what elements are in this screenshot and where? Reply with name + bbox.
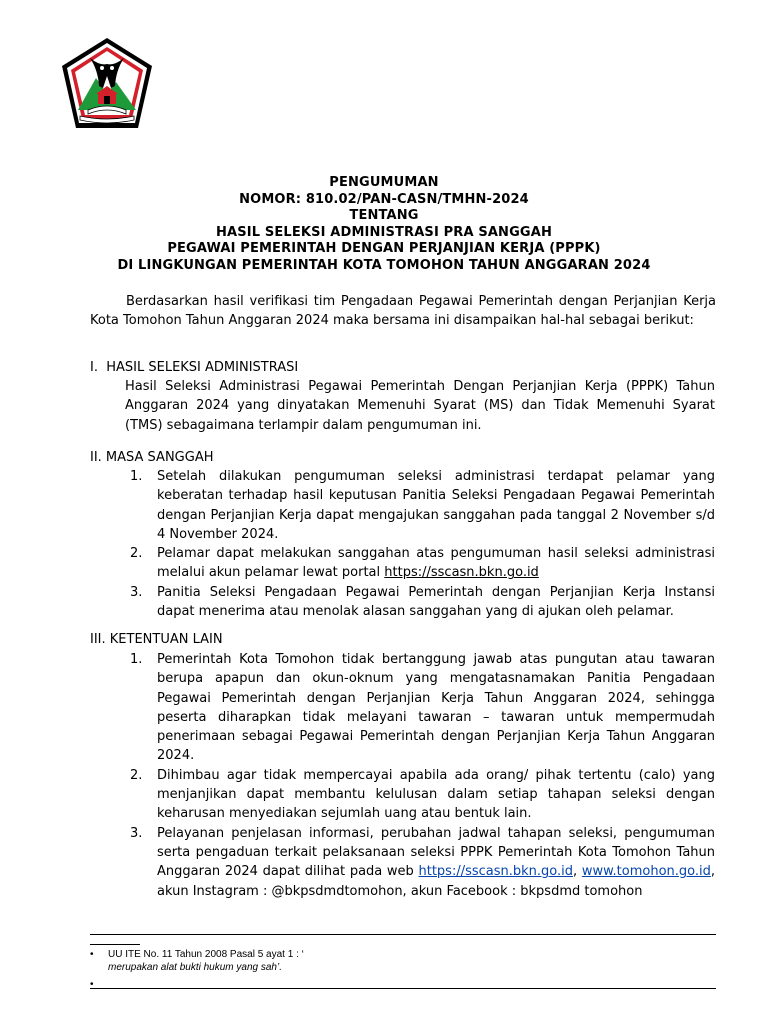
section-1-text: Hasil Seleksi Administrasi Pegawai Pemerintah Dengan Perjanjian Kerja (PPPK) Tahun Anggaran 2024 yang dinyatakan Memenuhi Syarat (MS) dan Tidak Memenuhi Syarat (TMS) sebagaimana terlampir dalam pengumuman ini.	[125, 379, 715, 433]
footer-divider	[90, 934, 716, 935]
section-1-heading: I. HASIL SELEKSI ADMINISTRASI	[90, 360, 299, 375]
footnote-text: UU ITE No. 11 Tahun 2008 Pasal 5 ayat 1 : ‘	[108, 949, 304, 960]
list-item	[130, 467, 715, 544]
section-3-list	[130, 650, 715, 901]
list-number: 3.	[130, 825, 143, 841]
title-line: NOMOR: 810.02/PAN-CASN/TMHN-2024	[239, 191, 529, 207]
footnote-bullet: •	[90, 949, 94, 960]
section-2-heading: II. MASA SANGGAH	[90, 450, 214, 465]
section-2-list	[130, 467, 715, 621]
footer-bottom-divider	[90, 988, 716, 989]
list-item-text-tail: , akun Instagram : @bkpsdmdtomohon, akun Facebook : bkpsdmd tomohon	[157, 864, 716, 899]
list-item	[130, 544, 715, 583]
title-line: TENTANG	[349, 208, 419, 223]
list-number: 1.	[130, 652, 143, 667]
section-3-heading: III. KETENTUAN LAIN	[90, 632, 223, 647]
list-item-text: Dihimbau agar tidak mempercayai apabila ada orang/ pihak tertentu (calo) yang menjanjikan dapat membantu kelulusan dalam setiap tahapan seleksi dengan keharusan menyediakan sejumlah uang atau bentuk lain.	[157, 767, 715, 822]
sscasn-portal-link[interactable]: https://sscasn.bkn.go.id	[384, 565, 539, 581]
list-number: 2.	[130, 767, 143, 783]
list-number: 3.	[130, 584, 143, 600]
list-item	[130, 583, 715, 622]
footnote-separator	[90, 944, 140, 945]
title-line: PENGUMUMAN	[329, 175, 439, 190]
list-item-text: Panitia Seleksi Pengadaan Pegawai Pemerintah dengan Perjanjian Kerja Instansi dapat menerima atau menolak alasan sanggahan yang di ajukan oleh pelamar.	[157, 584, 715, 620]
tomohon-web-link[interactable]: www.tomohon.go.id	[581, 864, 711, 880]
list-number: 1.	[130, 469, 143, 484]
list-item-text: Setelah dilakukan pengumuman seleksi administrasi terdapat pelamar yang keberatan terhadap hasil keputusan Panitia Seleksi Pengadaan Pegawai Pemerintah dengan Perjanjian Kerja dapat mengajukan sanggahan pada tanggal 2 November s/d 4 November 2024.	[157, 469, 715, 542]
list-item-text: Pelamar dapat melakukan sanggahan atas pengumuman hasil seleksi administrasi melalui akun pelamar lewat portal	[157, 546, 715, 581]
footnotes	[90, 948, 716, 991]
list-item	[130, 824, 715, 901]
sscasn-web-link[interactable]: https://sscasn.bkn.go.id	[418, 864, 574, 880]
announcement-title	[0, 175, 768, 274]
list-item	[130, 650, 715, 766]
title-line: HASIL SELEKSI ADMINISTRASI PRA SANGGAH	[216, 224, 552, 240]
list-number: 2.	[130, 546, 143, 562]
title-line: DI LINGKUNGAN PEMERINTAH KOTA TOMOHON TAHUN ANGGARAN 2024	[117, 257, 651, 273]
title-line: PEGAWAI PEMERINTAH DENGAN PERJANJIAN KERJA (PPPK)	[167, 241, 601, 256]
link-separator: ,	[573, 864, 582, 880]
footnote-bullet: •	[90, 979, 94, 990]
intro-paragraph: Berdasarkan hasil verifikasi tim Pengadaan Pegawai Pemerintah dengan Perjanjian Kerja Kota Tomohon Tahun Anggaran 2024 maka bersama ini disampaikan hal-hal sebagai berikut:	[90, 294, 716, 329]
list-item	[130, 766, 715, 824]
list-item-text: Pemerintah Kota Tomohon tidak bertanggung jawab atas pungutan atau tawaran berupa apapun dan okun-oknum yang mengatasnamakan Panitia Pengadaan Pegawai Pemerintah dengan Perjanjian Kerja Tahun Anggaran 2024, sehingga peserta diharapkan tidak melayani tawaran – tawaran untuk mempermudah penerimaan sebagai Pegawai Pemerintah dengan Perjanjian Kerja Tahun Anggaran 2024.	[157, 652, 715, 764]
list-item-text: Pelayanan penjelasan informasi, perubahan jadwal tahapan seleksi, pengumuman serta pengaduan terkait pelaksanaan seleksi PPPK Pemerintah Kota Tomohon Tahun Anggaran 2024 dapat dilihat pada web	[157, 825, 715, 880]
footnote-text: merupakan alat bukti hukum yang sah’.	[108, 962, 282, 973]
tomohon-city-emblem	[58, 36, 156, 132]
